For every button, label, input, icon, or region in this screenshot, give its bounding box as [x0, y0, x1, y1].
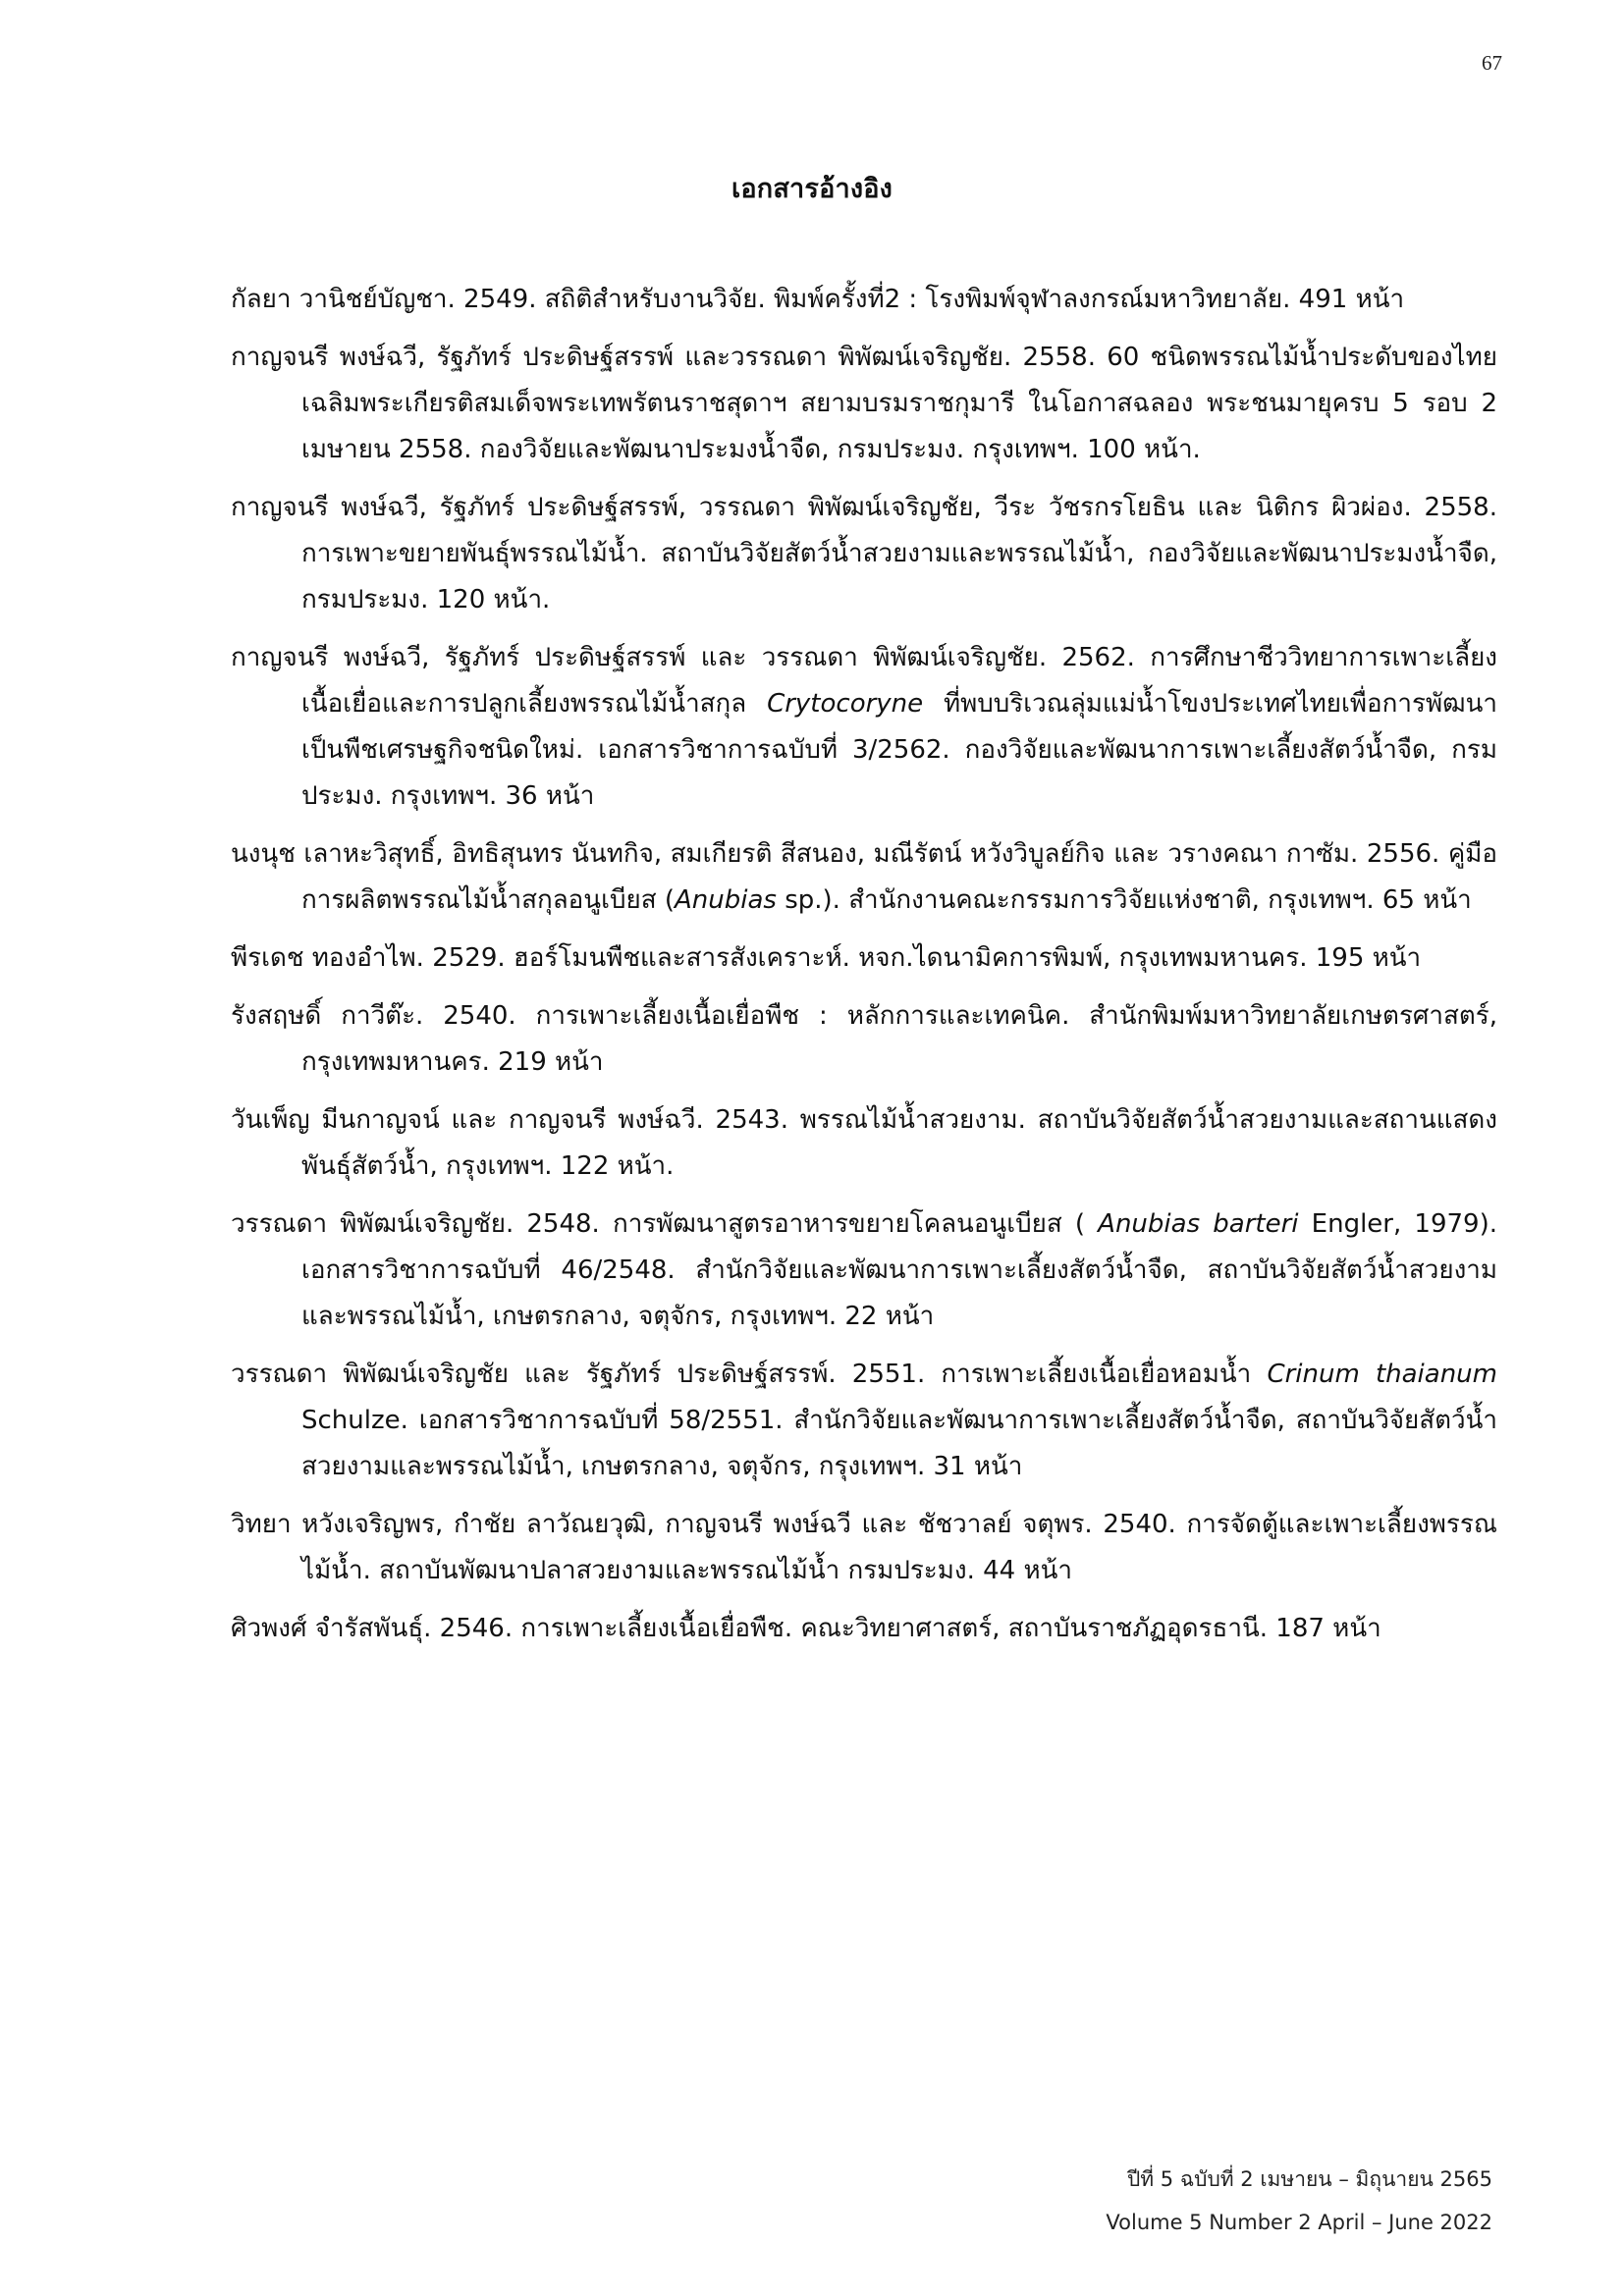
page-footer	[884, 2158, 1492, 2244]
reference-text: พีรเดช ทองอำไพ. 2529. ฮอร์โมนพืชและสารสังเคราะห์. หจก.ไดนามิคการพิมพ์, กรุงเทพมหานคร. 195 หน้า	[231, 943, 1422, 973]
reference-entry	[231, 1352, 1497, 1490]
reference-text: Schulze. เอกสารวิชาการฉบับที่ 58/2551. สำนักวิจัยและพัฒนาการเพาะเลี้ยงสัตว์น้ำจืด, สถาบันวิจัยสัตว์น้ำสวยงามและพรรณไม้น้ำ, เกษตรกลาง, จตุจักร, กรุงเทพฯ. 31 หน้า	[301, 1406, 1497, 1481]
footer-issue-english: Volume 5 Number 2 April – June 2022	[1106, 2211, 1492, 2234]
footer-issue-thai: ปีที่ 5 ฉบับที่ 2 เมษายน – มิถุนายน 2565	[1126, 2167, 1492, 2191]
reference-entry	[231, 993, 1497, 1086]
reference-entry	[231, 1502, 1497, 1594]
reference-text: ศิวพงศ์ จำรัสพันธุ์. 2546. การเพาะเลี้ยงเนื้อเยื่อพืช. คณะวิทยาศาสตร์, สถาบันราชภัฏอุดรธานี. 187 หน้า	[231, 1614, 1381, 1643]
species-name: Anubias barteri	[1098, 1209, 1299, 1239]
reference-text: Engler, 1979). เอกสารวิชาการฉบับที่ 46/2548. สำนักวิจัยและพัฒนาการเพาะเลี้ยงสัตว์น้ำจืด, สถาบันวิจัยสัตว์น้ำสวยงามและพรรณไม้น้ำ, เกษตรกลาง, จตุจักร, กรุงเทพฯ. 22 หน้า	[301, 1209, 1497, 1331]
reference-list	[231, 277, 1497, 1664]
species-name: Crytocoryne	[767, 689, 924, 719]
reference-entry	[231, 485, 1497, 623]
reference-text: กัลยา วานิชย์บัญชา. 2549. สถิติสำหรับงานวิจัย. พิมพ์ครั้งที่2 : โรงพิมพ์จุฬาลงกรณ์มหาวิทยาลัย. 491 หน้า	[231, 285, 1405, 314]
reference-text: กาญจนรี พงษ์ฉวี, รัฐภัทร์ ประดิษฐ์สรรพ์, วรรณดา พิพัฒน์เจริญชัย, วีระ วัชรกรโยธิน และ นิติกร ผิวผ่อง. 2558. การเพาะขยายพันธุ์พรรณไม้น้ำ. สถาบันวิจัยสัตว์น้ำสวยงามและพรรณไม้น้ำ, กองวิจัยและพัฒนาประมงน้ำจืด, กรมประมง. 120 หน้า.	[231, 493, 1497, 614]
reference-entry	[231, 935, 1497, 982]
reference-entry	[231, 335, 1497, 473]
reference-entry	[231, 635, 1497, 820]
page-number: 67	[1482, 51, 1502, 75]
reference-entry	[231, 277, 1497, 323]
reference-text: วรรณดา พิพัฒน์เจริญชัย. 2548. การพัฒนาสูตรอาหารขยายโคลนอนูเบียส (	[231, 1209, 1099, 1239]
reference-text: วิทยา หวังเจริญพร, กำชัย ลาวัณยวุฒิ, กาญจนรี พงษ์ฉวี และ ชัชวาลย์ จตุพร. 2540. การจัดตู้และเพาะเลี้ยงพรรณไม้น้ำ. สถาบันพัฒนาปลาสวยงามและพรรณไม้น้ำ กรมประมง. 44 หน้า	[231, 1510, 1497, 1585]
reference-text: กาญจนรี พงษ์ฉวี, รัฐภัทร์ ประดิษฐ์สรรพ์ และวรรณดา พิพัฒน์เจริญชัย. 2558. 60 ชนิดพรรณไม้น้ำประดับของไทยเฉลิมพระเกียรติสมเด็จพระเทพรัตนราชสุดาฯ สยามบรมราชกุมารี ในโอกาสฉลอง พระชนมายุครบ 5 รอบ 2 เมษายน 2558. กองวิจัยและพัฒนาประมงน้ำจืด, กรมประมง. กรุงเทพฯ. 100 หน้า.	[231, 343, 1497, 464]
reference-text: sp.). สำนักงานคณะกรรมการวิจัยแห่งชาติ, กรุงเทพฯ. 65 หน้า	[776, 885, 1472, 915]
reference-text: วันเพ็ญ มีนกาญจน์ และ กาญจนรี พงษ์ฉวี. 2543. พรรณไม้น้ำสวยงาม. สถาบันวิจัยสัตว์น้ำสวยงามและสถานแสดงพันธุ์สัตว์น้ำ, กรุงเทพฯ. 122 หน้า.	[231, 1105, 1497, 1181]
reference-text: รังสฤษดิ์ กาวีต๊ะ. 2540. การเพาะเลี้ยงเนื้อเยื่อพืช : หลักการและเทคนิค. สำนักพิมพ์มหาวิทยาลัยเกษตรศาสตร์, กรุงเทพมหานคร. 219 หน้า	[231, 1001, 1497, 1077]
reference-text: ที่พบบริเวณลุ่มแม่น้ำโขงประเทศไทยเพื่อการพัฒนาเป็นพืชเศรษฐกิจชนิดใหม่. เอกสารวิชาการฉบับที่ 3/2562. กองวิจัยและพัฒนาการเพาะเลี้ยงสัตว์น้ำจืด, กรมประมง. กรุงเทพฯ. 36 หน้า	[301, 689, 1497, 811]
reference-text: นงนุช เลาหะวิสุทธิ์, อิทธิสุนทร นันทกิจ, สมเกียรติ สีสนอง, มณีรัตน์ หวังวิบูลย์กิจ และ วรางคณา กาซัม. 2556. คู่มือการผลิตพรรณไม้น้ำสกุลอนูเบียส (	[231, 839, 1497, 915]
reference-text: วรรณดา พิพัฒน์เจริญชัย และ รัฐภัทร์ ประดิษฐ์สรรพ์. 2551. การเพาะเลี้ยงเนื้อเยื่อหอมน้ำ	[231, 1360, 1268, 1389]
reference-entry	[231, 1201, 1497, 1340]
species-name: Crinum thaianum	[1267, 1360, 1497, 1389]
reference-entry	[231, 1097, 1497, 1190]
reference-text: กาญจนรี พงษ์ฉวี, รัฐภัทร์ ประดิษฐ์สรรพ์ และ วรรณดา พิพัฒน์เจริญชัย. 2562. การศึกษาชีววิทยาการเพาะเลี้ยงเนื้อเยื่อและการปลูกเลี้ยงพรรณไม้น้ำสกุล	[231, 643, 1497, 719]
reference-entry	[231, 1606, 1497, 1652]
species-name: Anubias	[674, 885, 777, 915]
reference-entry	[231, 831, 1497, 924]
page-title: เอกสารอ้างอิง	[731, 174, 893, 204]
